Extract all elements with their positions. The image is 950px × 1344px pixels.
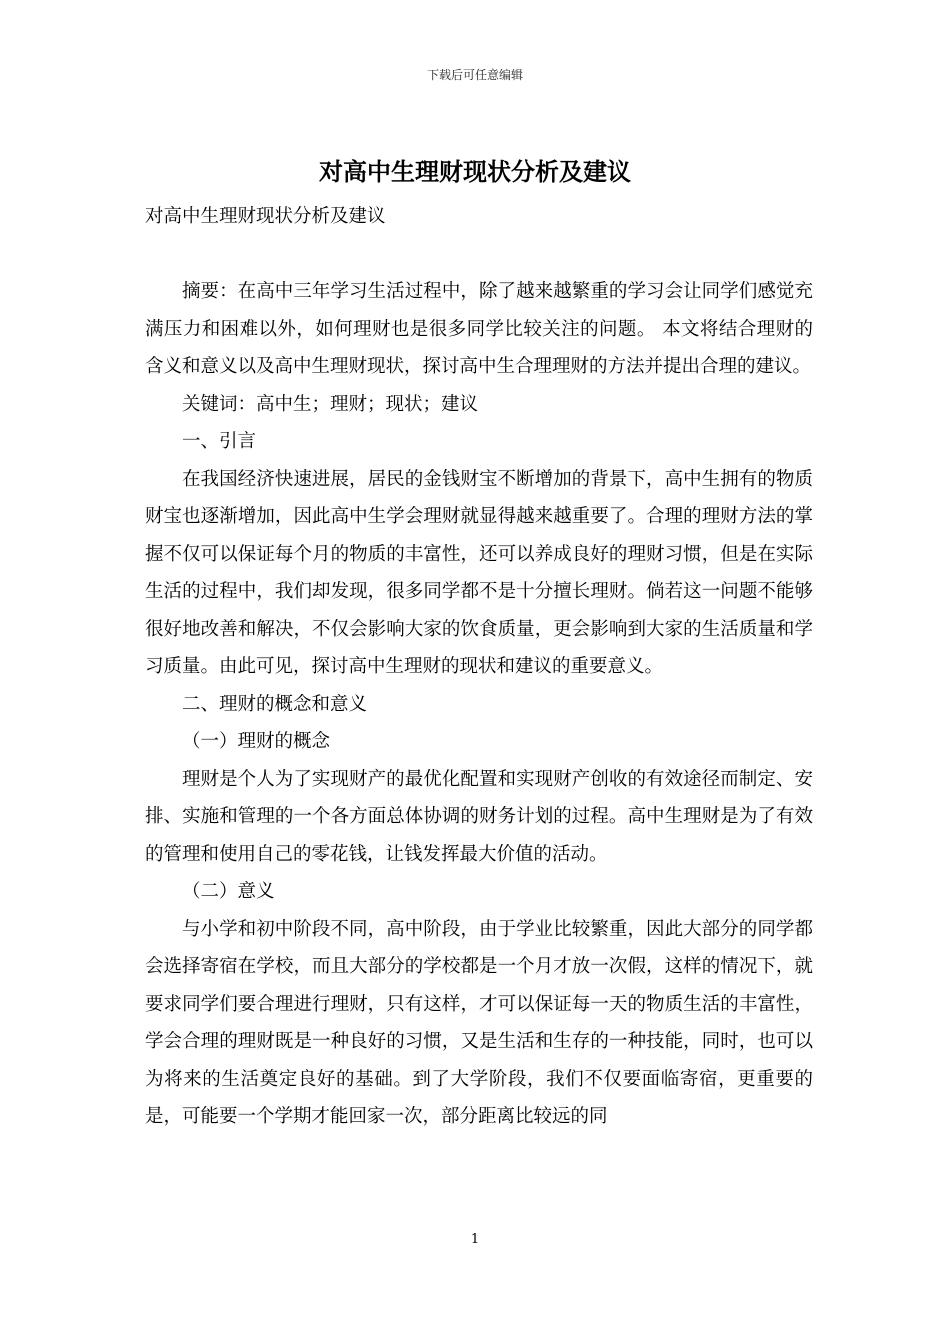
document-body	[145, 198, 813, 1136]
subheading-meaning: （二）意义	[182, 881, 275, 902]
document-subtitle: 对高中生理财现状分析及建议	[145, 206, 386, 227]
heading-concept-and-meaning: 二、理财的概念和意义	[182, 693, 368, 715]
header-note: 下载后可任意编辑	[426, 68, 523, 82]
concept-paragraph: 理财是个人为了实现财产的最优化配置和实现财产创收的有效途径而制定、安排、实施和管理的一个各方面总体协调的财务计划的过程。高中生理财是为了有效的管理和使用自己的零花钱，让钱发挥最大价值的活动。	[145, 768, 813, 865]
keywords-line: 关键词：高中生；理财；现状；建议	[182, 393, 479, 415]
document-title: 对高中生理财现状分析及建议	[319, 157, 631, 186]
heading-introduction: 一、引言	[182, 431, 257, 452]
meaning-paragraph: 与小学和初中阶段不同，高中阶段，由于学业比较繁重，因此大部分的同学都会选择寄宿在学校，而且大部分的学校都是一个月才放一次假，这样的情况下，就要求同学们要合理进行理财，只有这样，才可以保证每一天的物质生活的丰富性，学会合理的理财既是一种良好的习惯，又是生活和生存的一种技能，同时，也可以为将来的生活奠定良好的基础。到了大学阶段，我们不仅要面临寄宿，更重要的是，可能要一个学期才能回家一次，部分距离比较远的同	[145, 918, 813, 1127]
subheading-concept: （一）理财的概念	[182, 731, 331, 752]
abstract-paragraph: 摘要：在高中三年学习生活过程中，除了越来越繁重的学习会让同学们感觉充满压力和困难以外，如何理财也是很多同学比较关注的问题。 本文将结合理财的含义和意义以及高中生理财现状，探讨高中生合理理财的方法并提出合理的建议。	[145, 281, 813, 377]
introduction-paragraph: 在我国经济快速进展，居民的金钱财宝不断增加的背景下，高中生拥有的物质财宝也逐渐增加，因此高中生学会理财就显得越来越重要了。合理的理财方法的掌握不仅可以保证每个月的物质的丰富性，还可以养成良好的理财习惯，但是在实际生活的过程中，我们却发现，很多同学都不是十分擅长理财。倘若这一问题不能够很好地改善和解决，不仅会影响大家的饮食质量，更会影响到大家的生活质量和学习质量。由此可见，探讨高中生理财的现状和建议的重要意义。	[145, 468, 813, 677]
page-number: 1	[470, 1232, 480, 1247]
